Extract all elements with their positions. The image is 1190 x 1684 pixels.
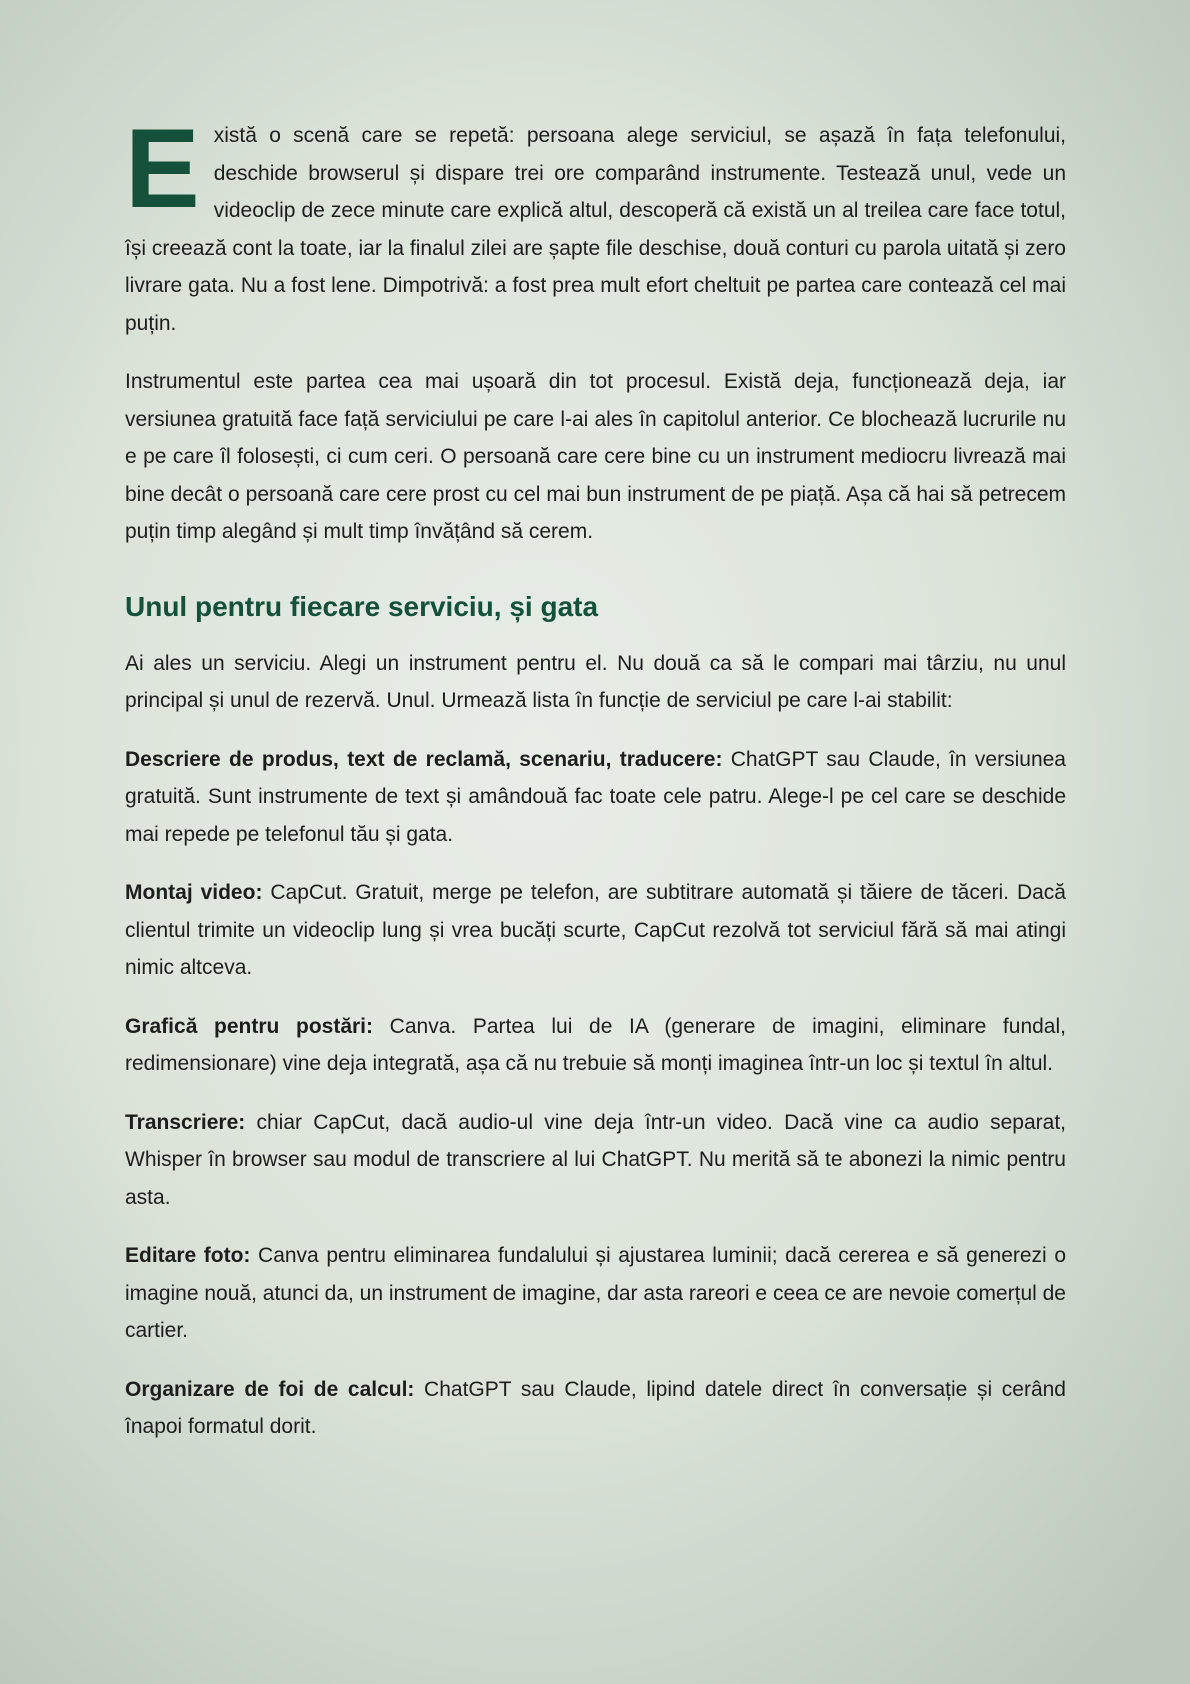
list-item — [125, 1237, 1066, 1350]
list-item-term: Organizare de foi de calcul: — [125, 1377, 415, 1401]
list-item-term: Descriere de produs, text de reclamă, scenariu, traducere: — [125, 747, 723, 771]
list-item-text: CapCut. Gratuit, merge pe telefon, are subtitrare automată și tăiere de tăceri. Dacă clientul trimite un videoclip lung și vrea bucăți scurte, CapCut rezolvă tot serviciul fără să mai atingi nimic altceva. — [125, 881, 1066, 979]
list-item-text: Canva. Partea lui de IA (generare de imagini, eliminare fundal, redimensionare) vine deja integrată, așa că nu trebuie să monți imaginea într-un loc și textul în altul. — [125, 1014, 1066, 1075]
list-item — [125, 1104, 1066, 1217]
list-item-term: Transcriere: — [125, 1110, 246, 1134]
list-item-term: Montaj video: — [125, 881, 263, 904]
section-heading: Unul pentru fiecare serviciu, și gata — [125, 590, 599, 622]
list-item — [125, 1008, 1066, 1083]
list-item — [125, 741, 1066, 854]
list-item — [125, 874, 1066, 987]
list-item-text: chiar CapCut, dacă audio-ul vine deja într-un video. Dacă vine ca audio separat, Whisper în browser sau modul de transcriere al lui ChatGPT. Nu merită să te abonezi la nimic pentru asta. — [125, 1110, 1066, 1209]
list-item-term: Grafică pentru postări: — [125, 1014, 374, 1038]
intro-paragraph — [125, 106, 1066, 342]
list-item-text: ChatGPT sau Claude, lipind datele direct în conversație și cerând înapoi formatul dorit. — [125, 1377, 1066, 1438]
intro-text: xistă o scenă care se repetă: persoana alege serviciul, se așază în fața telefonului, deschide browserul și dispare trei ore comparând instrumente. Testează unul, vede un videoclip de zece minute care explică altul, descoperă că există un al treilea care face totul, își creează cont la toate, iar la finalul zilei are șapte file deschise, două conturi cu parola uitată și zero livrare gata. Nu a fost lene. Dimpotrivă: a fost prea mult efort cheltuit pe partea care contează cel mai puțin. — [125, 124, 1066, 335]
list-item — [125, 1371, 1066, 1446]
drop-cap: E — [125, 106, 200, 231]
list-item-text: Canva pentru eliminarea fundalului și ajustarea luminii; dacă cererea e să generezi o imagine nouă, atunci da, un instrument de imagine, dar asta rareori e ceea ce are nevoie comerțul de cartier. — [125, 1244, 1066, 1342]
section-intro-paragraph: Ai ales un serviciu. Alegi un instrument pentru el. Nu două ca să le compari mai târziu, nu unul principal și unul de rezervă. Unul. Urmează lista în funcție de serviciul pe care l-ai stabilit: — [125, 651, 1066, 712]
list-item-term: Editare foto: — [125, 1244, 251, 1267]
body-paragraph: Instrumentul este partea cea mai ușoară din tot procesul. Există deja, funcționează deja, iar versiunea gratuită face față serviciului pe care l-ai ales în capitolul anterior. Ce blochează lucrurile nu e pe care îl folosești, ci cum ceri. O persoană care cere bine cu un instrument mediocru livrează mai bine decât o persoană care cere prost cu cel mai bun instrument de pe piață. Așa că hai să petrecem puțin timp alegând și mult timp învățând să cerem. — [125, 370, 1066, 543]
list-item-text: ChatGPT sau Claude, în versiunea gratuită. Sunt instrumente de text și amândouă fac toate cele patru. Alege-l pe cel care se deschide mai repede pe telefonul tău și gata. — [125, 747, 1066, 846]
